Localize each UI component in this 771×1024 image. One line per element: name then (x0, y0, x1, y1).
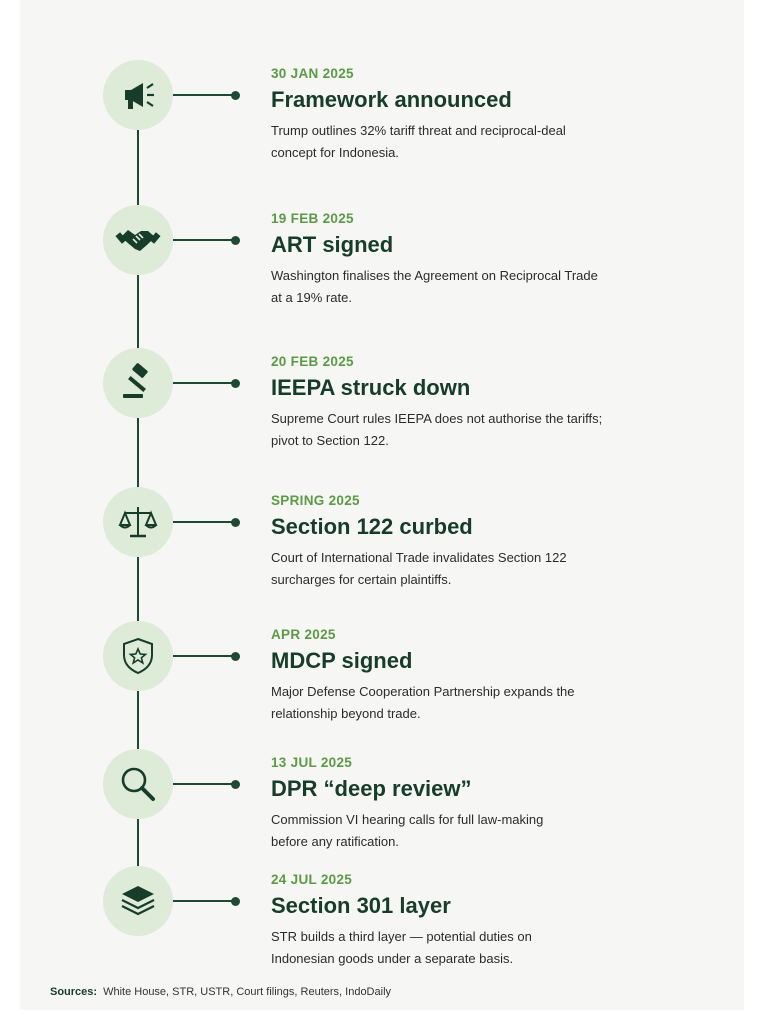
event-description: Supreme Court rules IEEPA does not authorise the tariffs; pivot to Section 122. (271, 411, 603, 448)
event-title: MDCP signed (271, 648, 413, 673)
timeline-event (0, 621, 771, 761)
event-title: Section 122 curbed (271, 514, 473, 539)
connector-line (173, 655, 235, 657)
event-title: DPR “deep review” (271, 776, 472, 801)
event-description: Washington finalises the Agreement on Reciprocal Trade at a 19% rate. (271, 268, 598, 305)
connector-dot (231, 780, 240, 789)
scales-icon (103, 487, 173, 557)
connector-dot (231, 652, 240, 661)
connector-dot (231, 897, 240, 906)
connector-dot (231, 91, 240, 100)
connector-line (173, 239, 235, 241)
connector-dot (231, 518, 240, 527)
event-description: Trump outlines 32% tariff threat and reciprocal-deal concept for Indonesia. (271, 123, 566, 160)
timeline-event (0, 348, 771, 488)
event-date: APR 2025 (271, 627, 336, 642)
event-date: 20 FEB 2025 (271, 354, 354, 369)
sources-footnote (50, 986, 391, 998)
connector-dot (231, 236, 240, 245)
event-title: IEEPA struck down (271, 375, 471, 400)
connector-line (173, 900, 235, 902)
timeline-event (0, 60, 771, 200)
event-title: Section 301 layer (271, 893, 451, 918)
timeline-event (0, 205, 771, 345)
event-description: STR builds a third layer — potential duties on Indonesian goods under a separate basis. (271, 929, 532, 966)
event-title: ART signed (271, 232, 394, 257)
event-description: Major Defense Cooperation Partnership expands the relationship beyond trade. (271, 684, 575, 721)
sources-text: White House, STR, USTR, Court filings, Reuters, IndoDaily (103, 986, 392, 998)
event-date: 24 JUL 2025 (271, 872, 353, 887)
shield-star-icon (103, 621, 173, 691)
megaphone-icon (103, 60, 173, 130)
timeline-event (0, 866, 771, 1006)
event-description: Commission VI hearing calls for full law-making before any ratification. (271, 812, 544, 849)
connector-dot (231, 379, 240, 388)
connector-line (173, 382, 235, 384)
timeline-event (0, 487, 771, 627)
event-date: 13 JUL 2025 (271, 755, 353, 770)
event-title: Framework announced (271, 87, 512, 112)
sources-label: Sources: (50, 986, 98, 998)
connector-line (173, 521, 235, 523)
magnifier-icon (103, 749, 173, 819)
event-date: 30 JAN 2025 (271, 66, 354, 81)
event-description: Court of International Trade invalidates Section 122 surcharges for certain plaintiffs. (271, 550, 567, 587)
layers-icon (103, 866, 173, 936)
connector-line (173, 783, 235, 785)
event-date: 19 FEB 2025 (271, 211, 354, 226)
event-date: SPRING 2025 (271, 493, 360, 508)
connector-line (173, 94, 235, 96)
handshake-icon (103, 205, 173, 275)
gavel-icon (103, 348, 173, 418)
